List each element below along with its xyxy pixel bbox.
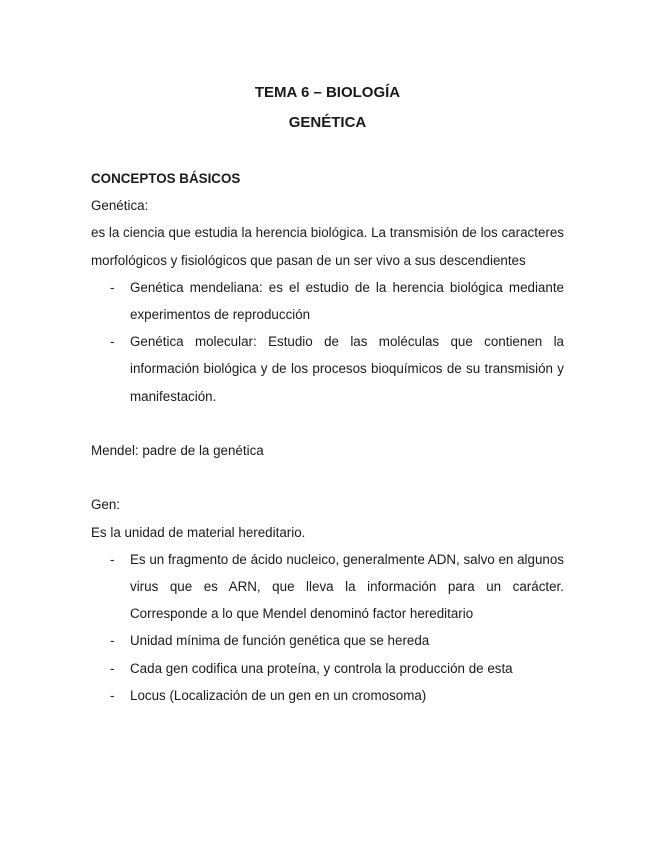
gen-label: Gen:: [91, 497, 121, 513]
dash-bullet: -: [110, 551, 115, 567]
document-page: [91, 78, 564, 709]
gen-definition: Es la unidad de material hereditario.: [91, 524, 306, 540]
list-item-text: Genética molecular: Estudio de las moléculas que contienen la información biológica y de los procesos bioquímicos de su transmisión y manifestación.: [130, 334, 564, 404]
list-item-text: Cada gen codifica una proteína, y controla la producción de esta: [130, 660, 513, 676]
document-subtitle: GENÉTICA: [288, 114, 367, 131]
list-item: [110, 627, 564, 654]
list-item: [110, 546, 564, 628]
list-item-text: Locus (Localización de un gen en un cromosoma): [130, 687, 427, 703]
genetica-label: Genética:: [91, 198, 149, 214]
genetica-definition: es la ciencia que estudia la herencia biológica. La transmisión de los caracteres morfológicos y fisiológicos que pasan de un ser vivo a sus descendientes: [91, 225, 564, 268]
list-item-text: Genética mendeliana: es el estudio de la herencia biológica mediante experimentos de reproducción: [130, 279, 564, 323]
list-item: [110, 655, 564, 682]
dash-bullet: -: [110, 687, 115, 703]
dash-bullet: -: [110, 334, 115, 350]
gen-list: [91, 546, 564, 709]
dash-bullet: -: [110, 633, 115, 649]
list-item: [110, 682, 564, 709]
list-item: [110, 274, 564, 328]
spacer: [91, 410, 564, 437]
spacer: [91, 464, 564, 491]
list-item-text: Unidad mínima de función genética que se hereda: [130, 633, 430, 649]
list-item: [110, 328, 564, 410]
section-heading: CONCEPTOS BÁSICOS: [91, 171, 241, 186]
list-item-text: Es un fragmento de ácido nucleico, generalmente ADN, salvo en algunos virus que es ARN, que lleva la información para un carácter. Corresponde a lo que Mendel denominó factor hereditario: [130, 551, 564, 622]
mendel-line: Mendel: padre de la genética: [91, 443, 264, 459]
dash-bullet: -: [110, 660, 115, 676]
dash-bullet: -: [110, 279, 115, 295]
document-title: TEMA 6 – BIOLOGÍA: [254, 84, 401, 101]
genetica-list: [91, 274, 564, 410]
